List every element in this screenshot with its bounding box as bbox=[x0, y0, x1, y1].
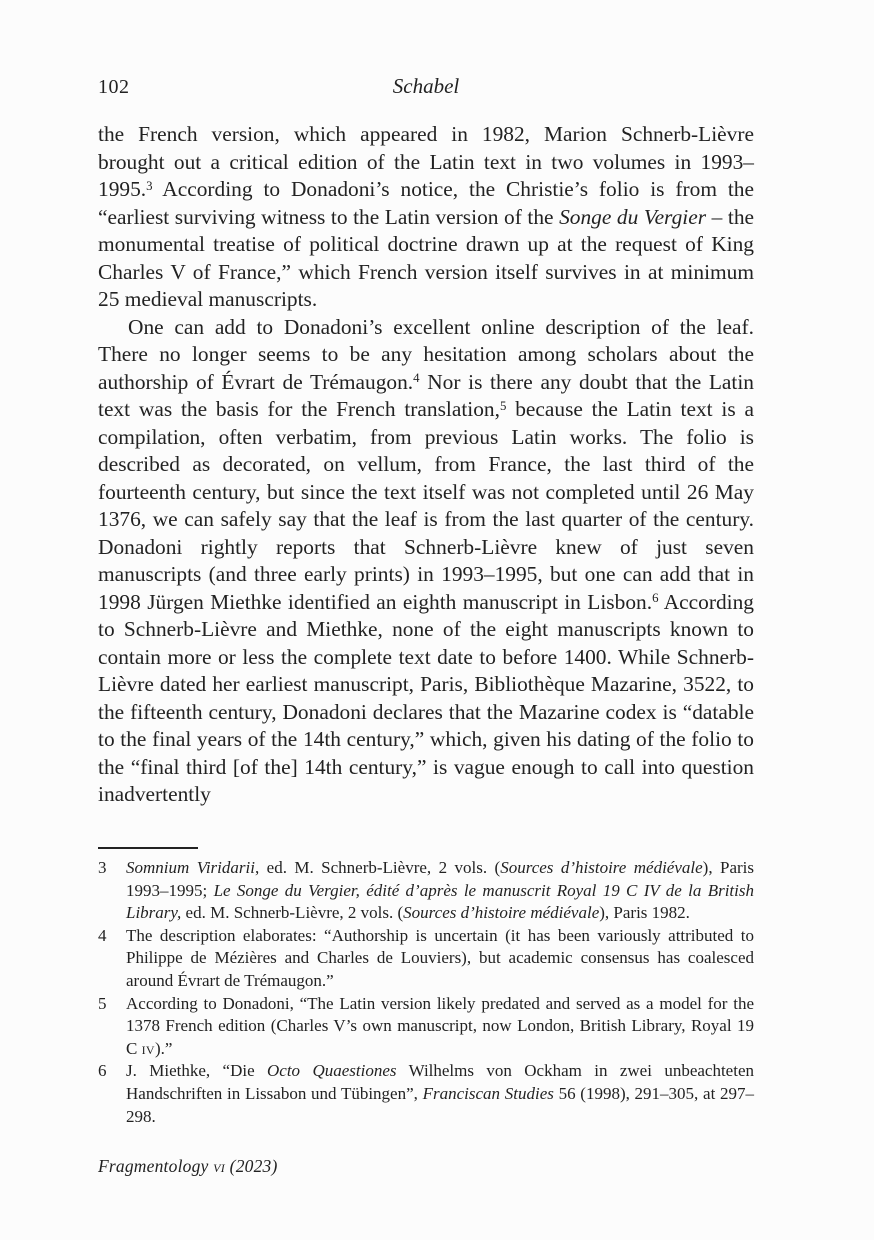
text-segment: 5 bbox=[499, 398, 507, 413]
page-number: 102 bbox=[98, 76, 130, 98]
text-segment: According to Schnerb-Lièvre and Miethke, none of the eight manuscripts known to contain more or less the complete text date to before 1400. While Schnerb-Lièvre dated her earliest manuscript, Paris, Bibliothèque Mazarine, 3522, to the fifteenth century, Donadoni declares that the Mazarine codex is “datable to the final years of the 14th century,” which, given his dating of the folio to the “final third [of the] 14th century,” is vague enough to call into question inadvertently bbox=[98, 589, 754, 806]
text-segment: – the monumental treatise of political doctrine drawn up at the request of King Charles V of France,” which French version itself survives in at minimum 25 medieval manuscripts. bbox=[98, 204, 755, 311]
text-segment: vi bbox=[213, 1156, 226, 1176]
text-segment: 3 bbox=[146, 178, 153, 193]
text-segment: Fragmentology bbox=[98, 1156, 214, 1176]
footnote-text bbox=[126, 925, 754, 993]
footnote-text bbox=[126, 1060, 754, 1128]
footnote bbox=[98, 993, 754, 1061]
text-segment: According to Donadoni’s notice, the Christie’s folio is from the “earliest surviving witness to the Latin version of the bbox=[98, 177, 754, 229]
text-segment: Wilhelms von Ockham in zwei unbeachteten Handschriften in Lissabon und Tübingen”, bbox=[126, 1061, 754, 1103]
text-segment: Le Songe du Vergier, édité d’après le manuscrit Royal 19 C IV de la British Library, bbox=[126, 880, 754, 923]
text-segment: , ed. M. Schnerb-Lièvre, 2 vols. ( bbox=[254, 858, 501, 877]
text-segment: ed. M. Schnerb-Lièvre, 2 vols. ( bbox=[181, 903, 404, 923]
footnote bbox=[98, 925, 754, 993]
text-segment: J. Miethke, “Die bbox=[126, 1061, 268, 1081]
footnote bbox=[98, 857, 754, 925]
text-segment: iv bbox=[141, 1038, 155, 1058]
text-segment: Sources d’histoire médiévale bbox=[403, 903, 600, 923]
text-segment: ), Paris 1993–1995; bbox=[126, 858, 755, 900]
footnote-number: 4 bbox=[98, 925, 107, 945]
text-segment: Octo Quaestiones bbox=[267, 1061, 397, 1081]
text-segment: Nor is there any doubt that the Latin text was the basis for the French translation, bbox=[98, 369, 754, 421]
body-text bbox=[98, 121, 754, 809]
footnote-text bbox=[126, 857, 754, 925]
text-segment: Somnium Viridarii bbox=[126, 858, 255, 877]
footnote-separator bbox=[98, 847, 198, 849]
text-segment: ), Paris 1982. bbox=[599, 903, 690, 923]
text-segment: (2023) bbox=[225, 1156, 278, 1176]
text-segment: Franciscan Studies bbox=[422, 1083, 554, 1103]
text-segment: 4 bbox=[413, 371, 420, 386]
text-segment: Songe du Vergier bbox=[559, 204, 707, 229]
page-header bbox=[98, 74, 754, 99]
footnote-number: 3 bbox=[98, 858, 107, 877]
footnote-text bbox=[126, 993, 754, 1061]
text-segment: because the Latin text is a compilation, often verbatim, from previous Latin works. The folio is described as decorated, on vellum, from France, the last third of the fourteenth century, but since the text itself was not completed until 26 May 1376, we can safely say that the leaf is from the last quarter of the century. Donadoni rightly reports that Schnerb-Lièvre knew of just seven manuscripts (and three early prints) in 1993–1995, but one can add that in 1998 Jürgen Miethke identified an eighth manuscript in Lisbon. bbox=[98, 397, 754, 614]
footnote-number: 5 bbox=[98, 993, 107, 1013]
footnotes bbox=[98, 857, 754, 1128]
footnote bbox=[98, 1060, 754, 1128]
text-segment: One can add to Donadoni’s excellent online description of the leaf. There no longer seems to be any hesitation among scholars about the authorship of Évrart de Trémaugon. bbox=[98, 314, 754, 394]
text-segment: 56 (1998), 291–305, at 297–298. bbox=[126, 1083, 755, 1126]
text-segment: Sources d’histoire médiévale bbox=[500, 858, 703, 877]
running-head: Schabel bbox=[392, 74, 460, 98]
footnote-number: 6 bbox=[98, 1061, 107, 1081]
text-segment: The description elaborates: “Authorship is uncertain (it has been variously attributed to Philippe de Mézières and Charles de Louviers), but academic consensus has coalesced around Évrart de Trémaugon.” bbox=[126, 925, 754, 990]
text-segment: the French version, which appeared in 1982, Marion Schnerb-Lièvre brought out a critical edition of the Latin text in two volumes in 1993–1995. bbox=[98, 122, 754, 201]
paragraph bbox=[98, 121, 754, 314]
text-segment: ).” bbox=[154, 1038, 173, 1058]
text-segment: 6 bbox=[652, 591, 659, 606]
text-segment: According to Donadoni, “The Latin version likely predated and served as a model for the 1378 French edition (Charles V’s own manuscript, now London, British Library, Royal 19 C bbox=[126, 993, 754, 1058]
journal-footer bbox=[98, 1156, 278, 1177]
paragraph bbox=[98, 314, 754, 809]
